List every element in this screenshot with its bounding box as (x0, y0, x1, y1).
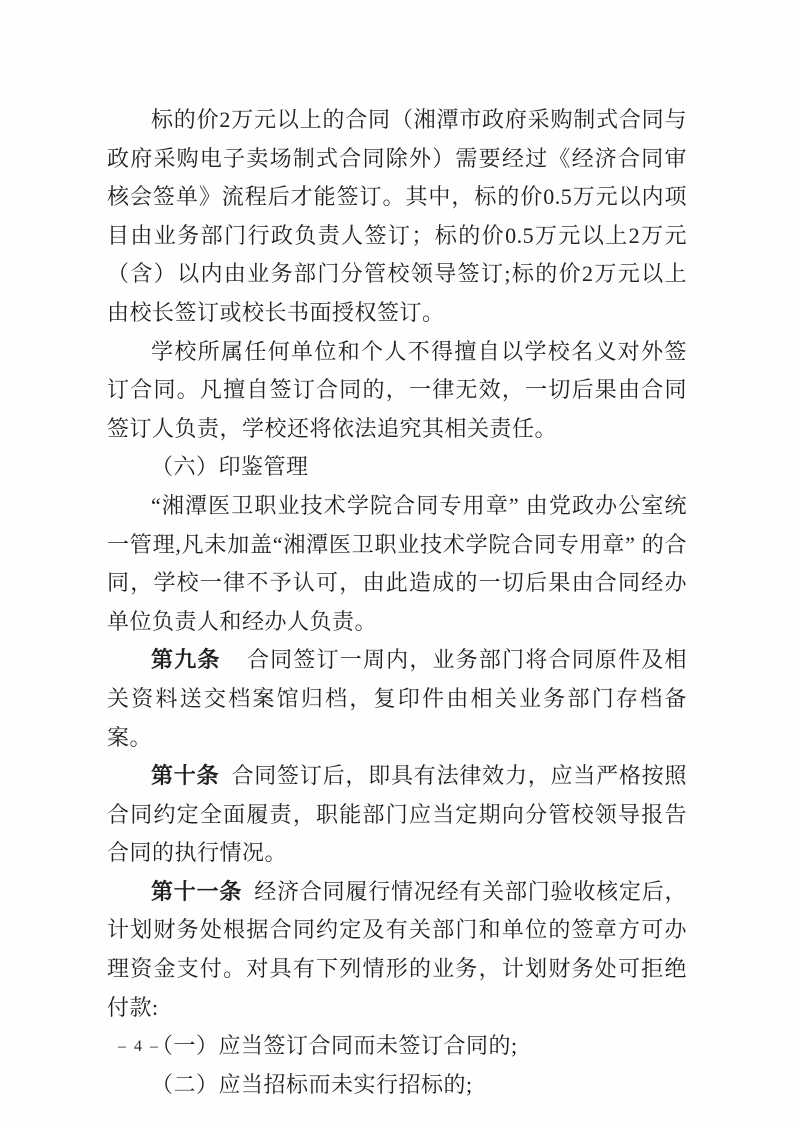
list-item-1: （一）应当签订合同而未签订合同的; (151, 1033, 518, 1059)
article-10-number: 第十条 (151, 763, 220, 789)
paragraph-seal-management: “湘潭医卫职业技术学院合同专用章” 由党政办公室统一管理,凡未加盖“湘潭医卫职业技术学院合同专用章” 的合同，学校一律不予认可，由此造成的一切后果由合同经办单位负责人和经办人负责。 (107, 492, 687, 634)
article-9-paragraph (107, 641, 687, 757)
article-9-number: 第九条 (151, 647, 221, 673)
paragraph-unauthorized-signing: 学校所属任何单位和个人不得擅自以学校名义对外签订合同。凡擅自签订合同的，一律无效，一切后果由合同签订人负责，学校还将依法追究其相关责任。 (107, 338, 687, 441)
document-body (107, 101, 687, 1104)
article-11-paragraph (107, 873, 687, 1027)
section-heading-seal-management: （六）印鉴管理 (151, 454, 309, 480)
article-9-text: 合同签订一周内，业务部门将合同原件及相关资料送交档案馆归档，复印件由相关业务部门存档备案。 (107, 647, 687, 750)
page-number: – 4 – (118, 1038, 160, 1055)
list-item-2: （二）应当招标而未实行招标的; (151, 1071, 473, 1097)
paragraph-signing-thresholds: 标的价2万元以上的合同（湘潭市政府采购制式合同与政府采购电子卖场制式合同除外）需要经过《经济合同审核会签单》流程后才能签订。其中，标的价0.5万元以内项目由业务部门行政负责人签订；标的价0.5万元以上2万元（含）以内由业务部门分管校领导签订;标的价2万元以上由校长签订或校长书面授权签订。 (107, 107, 687, 325)
article-10-paragraph (107, 757, 687, 873)
article-10-text: 合同签订后，即具有法律效力，应当严格按照合同约定全面履责，职能部门应当定期向分管校领导报告合同的执行情况。 (107, 763, 687, 866)
article-11-text: 经济合同履行情况经有关部门验收核定后，计划财务处根据合同约定及有关部门和单位的签章方可办理资金支付。对具有下列情形的业务，计划财务处可拒绝付款: (107, 878, 687, 1020)
article-11-number: 第十一条 (151, 878, 243, 904)
